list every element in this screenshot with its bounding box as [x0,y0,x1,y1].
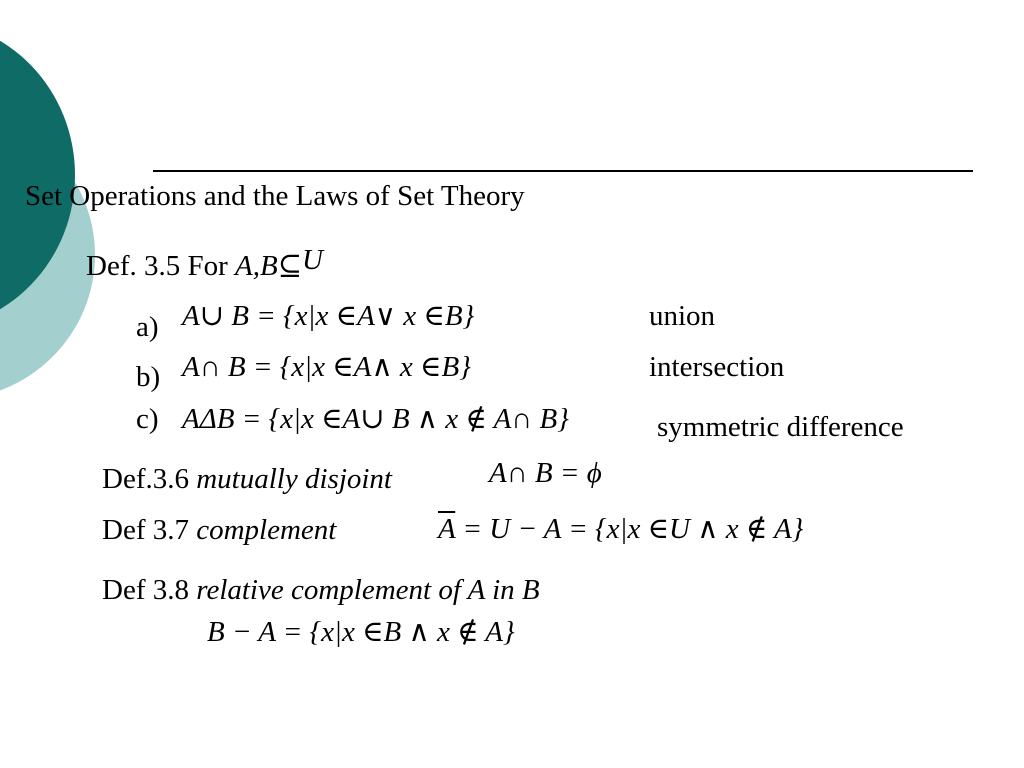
def-3-7-formula [438,515,803,544]
def-3-7-term: complement [196,514,337,546]
item-b-marker: b) [136,361,161,393]
item-b-rhs: = {x|x ∈A∧ x ∈B} [252,351,471,383]
item-c-formula [182,405,569,434]
def-3-6 [102,465,392,494]
item-c-name: symmetric difference [657,411,904,443]
item-a-marker: a) [136,311,159,343]
def-3-6-term: mutually disjoint [196,463,392,495]
def-3-5-subset: ⊆ [277,250,303,282]
def-3-8 [102,576,540,605]
def-3-8-formula: B − A = {x|x ∈B ∧ x ∉ A} [207,616,515,648]
item-b-name: intersection [649,351,785,383]
def-3-8-label: Def 3.8 [102,574,197,606]
item-a-formula [182,302,474,331]
item-c-rhs: = {x|x ∈A∪ B ∧ x ∉ A∩ B} [241,403,569,435]
def-3-5 [86,244,323,282]
def-3-6-label: Def.3.6 [102,463,197,495]
slide-title: Set Operations and the Laws of Set Theory [25,180,525,212]
def-3-6-formula: A∩ B = ϕ [489,457,602,489]
title-rule [153,170,973,172]
item-a-name: union [649,300,716,332]
item-a-rhs: = {x|x ∈A∨ x ∈B} [256,300,475,332]
def-3-7-expression: = U − A = {x|x ∈U ∧ x ∉ A} [455,513,804,545]
item-b-lhs: A∩ B [182,351,246,383]
item-a-lhs: A∪ B [182,300,249,332]
def-3-7 [102,516,336,545]
def-3-5-sets: A,B [235,250,278,282]
def-3-5-universe: U [302,244,323,276]
def-3-5-label: Def. 3.5 For [86,250,236,282]
item-b-formula [182,353,471,382]
item-c-lhs: AΔB [182,403,235,435]
def-3-7-complement-set: $\overline{A}$ [438,513,456,545]
def-3-8-term: relative complement of A in B [196,574,540,606]
def-3-7-label: Def 3.7 [102,514,197,546]
item-c-marker: c) [136,403,159,435]
